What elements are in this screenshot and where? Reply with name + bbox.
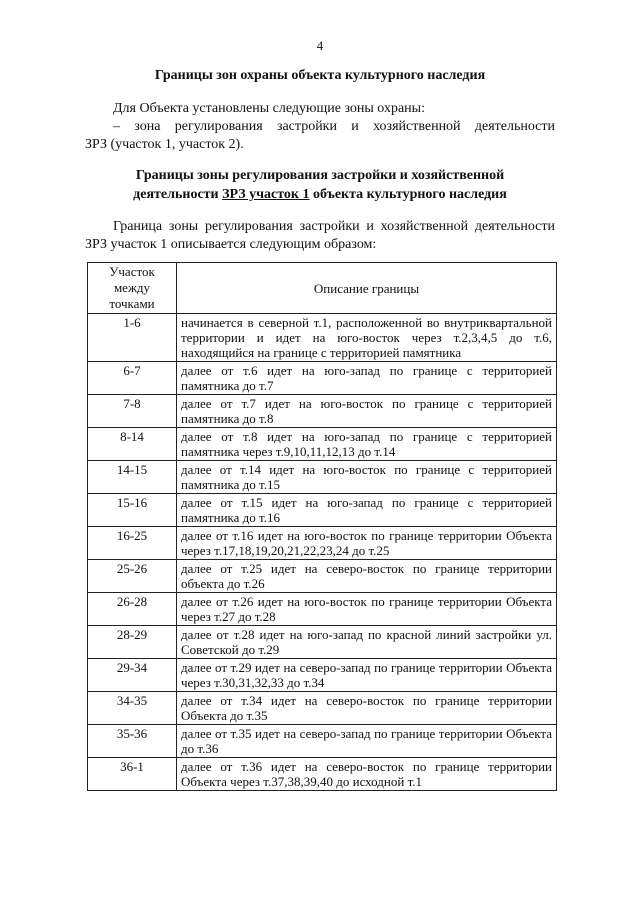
table-header-row: [88, 263, 557, 314]
row-description: далее от т.6 идет на юго-запад по границе с территорией памятника до т.7: [177, 362, 557, 395]
table-row: [88, 527, 557, 560]
row-segment: 14-15: [88, 461, 177, 494]
row-segment: 29-34: [88, 659, 177, 692]
row-description: далее от т.25 идет на северо-восток по границе территории объекта до т.26: [177, 560, 557, 593]
row-description: далее от т.7 идет на юго-восток по границе с территорией памятника до т.8: [177, 395, 557, 428]
row-description: далее от т.34 идет на северо-восток по границе территории Объекта до т.35: [177, 692, 557, 725]
row-segment: 1-6: [88, 314, 177, 362]
table-row: [88, 725, 557, 758]
row-description: начинается в северной т.1, расположенной во внутриквартальной территории и идет на юго-восток через т.2,3,4,5 до т.6, находящийся на границе с территорией памятника: [177, 314, 557, 362]
table-row: [88, 494, 557, 527]
sub-heading-post: объекта культурного наследия: [309, 187, 507, 202]
row-segment: 36-1: [88, 758, 177, 791]
description-paragraph: [85, 218, 555, 254]
header-segment: Участок между точками: [88, 263, 177, 314]
table-row: [88, 692, 557, 725]
boundary-table: [87, 262, 557, 791]
table-row: [88, 659, 557, 692]
sub-heading-underlined: ЗРЗ участок 1: [222, 187, 310, 202]
table-row: [88, 461, 557, 494]
table-body: [88, 314, 557, 791]
row-description: далее от т.36 идет на северо-восток по границе территории Объекта через т.37,38,39,40 до исходной т.1: [177, 758, 557, 791]
page-number: 4: [316, 38, 324, 53]
row-description: далее от т.29 идет на северо-запад по границе территории Объекта через т.30,31,32,33 до т.34: [177, 659, 557, 692]
intro-line-2: – зона регулирования застройки и хозяйственной деятельности: [113, 119, 555, 134]
table-row: [88, 314, 557, 362]
row-segment: 8-14: [88, 428, 177, 461]
row-segment: 26-28: [88, 593, 177, 626]
row-segment: 35-36: [88, 725, 177, 758]
intro-line-3: ЗРЗ (участок 1, участок 2).: [85, 137, 244, 152]
table-row: [88, 362, 557, 395]
row-segment: 6-7: [88, 362, 177, 395]
description-line-1: Граница зоны регулирования застройки и хозяйственной деятельности: [113, 219, 555, 234]
row-segment: 15-16: [88, 494, 177, 527]
header-description: Описание границы: [177, 263, 557, 314]
row-segment: 25-26: [88, 560, 177, 593]
row-description: далее от т.16 идет на юго-восток по границе территории Объекта через т.17,18,19,20,21,22,23,24 до т.25: [177, 527, 557, 560]
sub-heading-pre: деятельности: [133, 187, 223, 202]
row-description: далее от т.15 идет на юго-запад по границе с территорией памятника до т.16: [177, 494, 557, 527]
intro-line-1: Для Объекта установлены следующие зоны охраны:: [113, 101, 425, 116]
table-row: [88, 626, 557, 659]
table-row: [88, 428, 557, 461]
table-row: [88, 758, 557, 791]
row-description: далее от т.28 идет на юго-запад по красной линий застройки ул. Советской до т.29: [177, 626, 557, 659]
sub-heading: [100, 166, 540, 204]
intro-paragraph: [85, 100, 555, 154]
sub-heading-line-1: Границы зоны регулирования застройки и хозяйственной: [135, 168, 505, 183]
table-row: [88, 560, 557, 593]
description-line-2: ЗРЗ участок 1 описывается следующим образом:: [85, 237, 377, 252]
row-segment: 34-35: [88, 692, 177, 725]
row-segment: 7-8: [88, 395, 177, 428]
row-description: далее от т.8 идет на юго-запад по границе с территорией памятника через т.9,10,11,12,13 до т.14: [177, 428, 557, 461]
row-description: далее от т.35 идет на северо-запад по границе территории Объекта до т.36: [177, 725, 557, 758]
row-description: далее от т.14 идет на юго-восток по границе с территорией памятника до т.15: [177, 461, 557, 494]
row-segment: 28-29: [88, 626, 177, 659]
main-heading: Границы зон охраны объекта культурного наследия: [154, 68, 486, 83]
table-row: [88, 395, 557, 428]
row-description: далее от т.26 идет на юго-восток по границе территории Объекта через т.27 до т.28: [177, 593, 557, 626]
table-row: [88, 593, 557, 626]
sub-heading-line-2: [100, 185, 540, 204]
row-segment: 16-25: [88, 527, 177, 560]
